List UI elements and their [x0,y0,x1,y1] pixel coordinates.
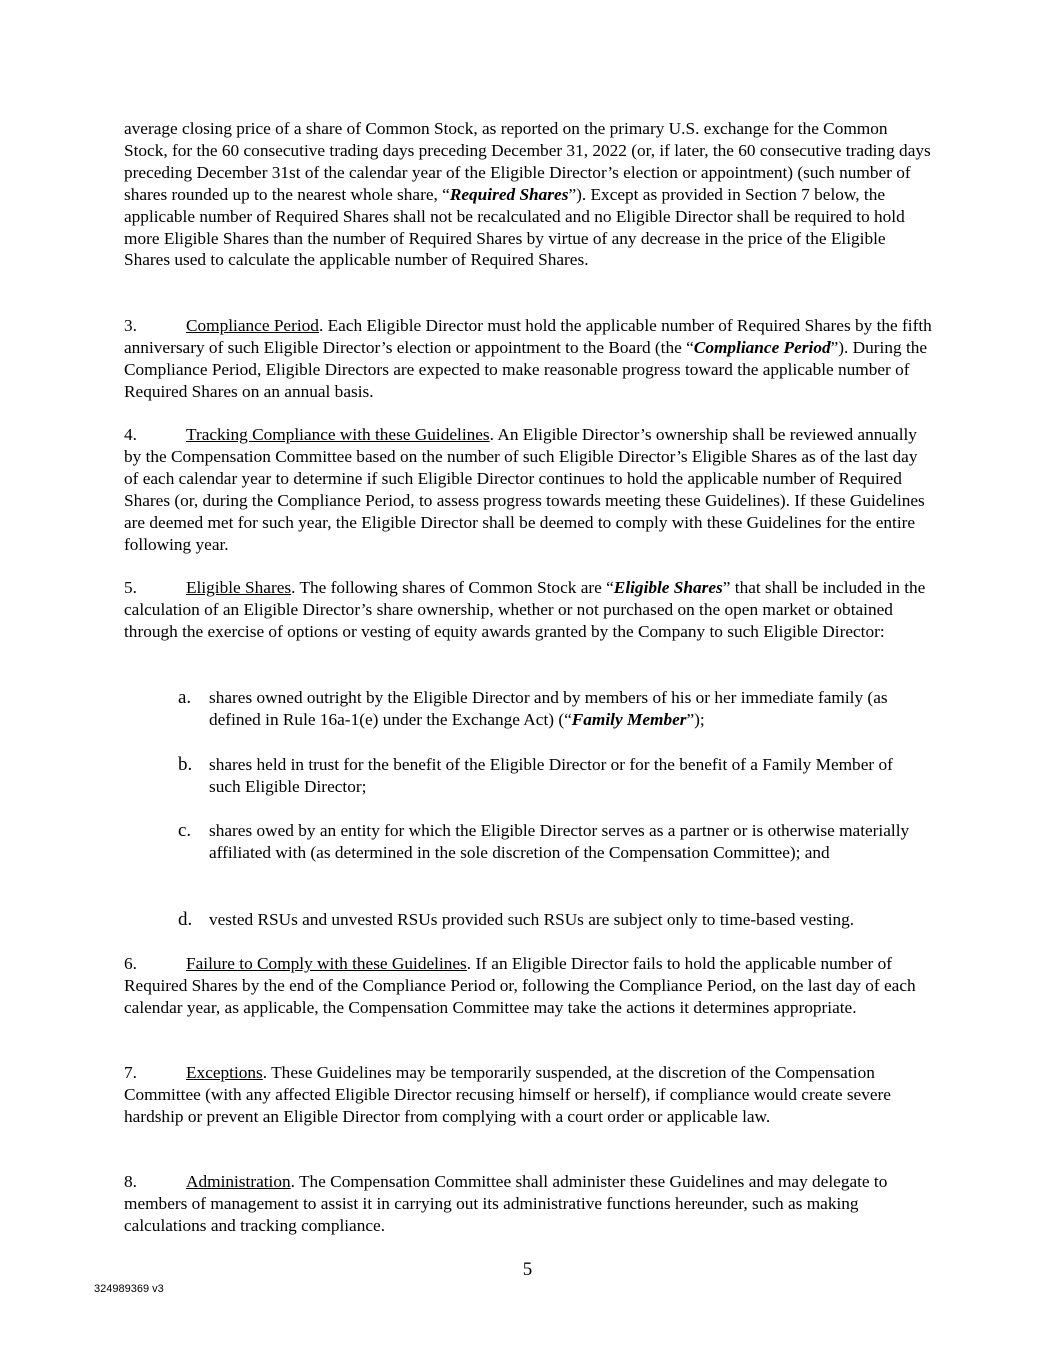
section-4-paragraph [124,424,934,555]
document-id: 324989369 v3 [94,1283,164,1295]
list-item-d-text: vested RSUs and unvested RSUs provided such RSUs are subject only to time-based vesting. [209,910,855,929]
list-item-d [178,909,918,931]
list-item-a [178,687,918,731]
intro-text-1: average closing price of a share of Common Stock, as reported on the primary U.S. exchange for the Common Stock, for the 60 consecutive trading days preceding December 31, 2022 (or, if later, the 60 consecutive trading days preceding December 31st of the calendar year of the Eligible Director’s election or appointment) (such number of shares rounded up to the nearest whole share, “ [124,119,931,204]
section-6-number: 6. [124,954,137,973]
section-3-text-2: ”). During the Compliance Period, Eligible Directors are expected to make reasonable progress toward the applicable number of Required Shares on an annual basis. [124,337,928,401]
section-3-paragraph [124,315,934,403]
section-4-number: 4. [124,425,137,444]
defined-term-family-member: Family Member [571,709,687,729]
list-item-b-text: shares held in trust for the benefit of the Eligible Director or for the benefit of a Family Member of such Eligible Director; [209,755,893,796]
section-8-heading: Administration [186,1172,291,1191]
section-5-text-1: . The following shares of Common Stock are “ [291,578,614,597]
list-item-c-text: shares owed by an entity for which the Eligible Director serves as a partner or is otherwise materially affiliated with (as determined in the sole discretion of the Compensation Committee); and [209,821,910,862]
section-8-text: . The Compensation Committee shall administer these Guidelines and may delegate to members of management to assist it in carrying out its administrative functions hereunder, such as making calculations and tracking compliance. [124,1172,888,1235]
list-letter-c: c. [178,820,192,841]
section-6-text: . If an Eligible Director fails to hold the applicable number of Required Shares by the end of the Compliance Period or, following the Compliance Period, on the last day of each calendar year, as applicable, the Compensation Committee may take the actions it determines appropriate. [124,954,916,1017]
list-item-b [178,754,918,798]
section-3-heading: Compliance Period [186,316,319,335]
intro-paragraph [124,118,934,271]
section-3-number: 3. [124,316,137,335]
section-8-number: 8. [124,1172,137,1191]
section-4-text: . An Eligible Director’s ownership shall be reviewed annually by the Compensation Committee based on the number of such Eligible Director’s Eligible Shares as of the last day of each calendar year to determine if such Eligible Director continues to hold the applicable number of Required Shares (or, during the Compliance Period, to assess progress towards meeting these Guidelines). If these Guidelines are deemed met for such year, the Eligible Director shall be deemed to comply with these Guidelines for the entire following year. [124,425,925,554]
section-6-heading: Failure to Comply with these Guidelines [186,954,467,973]
page-number: 5 [522,1259,533,1280]
section-7-text: . These Guidelines may be temporarily suspended, at the discretion of the Compensation Committee (with any affected Eligible Director recusing himself or herself), if compliance would create severe hardship or prevent an Eligible Director from complying with a court order or applicable law. [124,1063,891,1126]
list-letter-a: a. [178,687,192,708]
list-letter-b: b. [178,754,193,775]
list-letter-d: d. [178,909,193,930]
section-5-paragraph [124,577,934,643]
defined-term-compliance-period: Compliance Period [693,337,831,357]
section-6-paragraph [124,953,934,1019]
section-5-number: 5. [124,578,137,597]
section-4-heading: Tracking Compliance with these Guidelines [186,425,490,444]
section-7-paragraph [124,1062,934,1128]
intro-text-2: ”). Except as provided in Section 7 below, the applicable number of Required Shares shall not be recalculated and no Eligible Director shall be required to hold more Eligible Shares than the number of Required Shares by virtue of any decrease in the price of the Eligible Shares used to calculate the applicable number of Required Shares. [124,184,905,270]
list-item-c [178,820,918,864]
section-8-paragraph [124,1171,934,1237]
list-item-a-text-1: shares owned outright by the Eligible Director and by members of his or her immediate family (as defined in Rule 16a-1(e) under the Exchange Act) (“ [209,688,888,729]
section-3-text-1: . Each Eligible Director must hold the applicable number of Required Shares by the fifth anniversary of such Eligible Director’s election or appointment to the Board (the “ [124,316,932,357]
section-7-heading: Exceptions [186,1063,263,1082]
section-7-number: 7. [124,1063,137,1082]
list-item-a-text-2: ”); [686,709,705,729]
defined-term-eligible-shares: Eligible Shares [613,578,723,597]
section-5-text-2: ” that shall be included in the calculation of an Eligible Director’s share ownership, whether or not purchased on the open market or obtained through the exercise of options or vesting of equity awards granted by the Company to such Eligible Director: [124,578,926,641]
section-5-heading: Eligible Shares [186,578,292,597]
defined-term-required-shares: Required Shares [449,184,569,204]
